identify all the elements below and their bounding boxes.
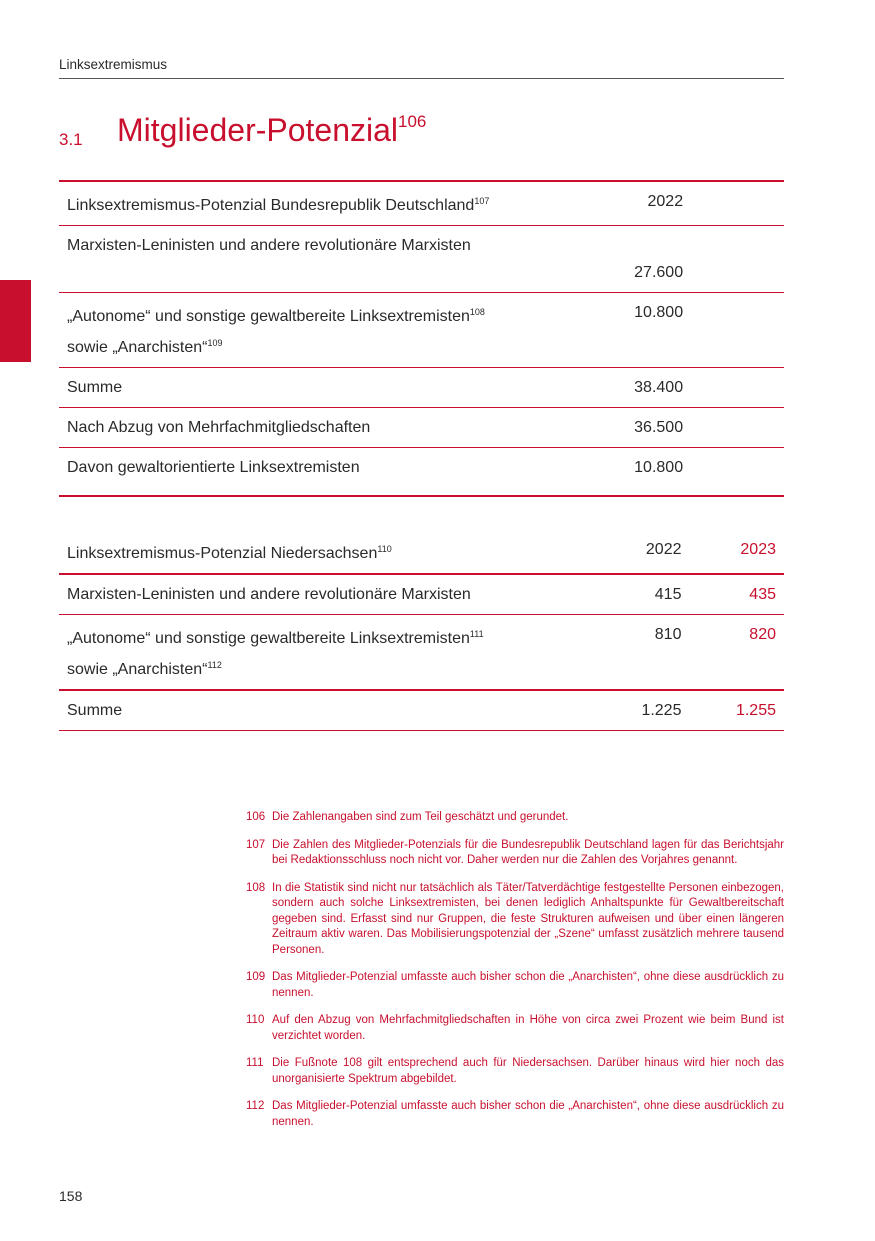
footnote-text: Die Zahlenangaben sind zum Teil geschätzt und gerundet. (272, 811, 569, 823)
footnote-ref[interactable]: 109 (207, 338, 223, 348)
chapter-side-tab (0, 280, 31, 362)
row-value-2022: 810 (654, 626, 682, 643)
table-row (59, 408, 784, 448)
row-value: 10.800 (634, 304, 684, 321)
row-value-2023: 1.255 (735, 702, 776, 719)
row-label: Marxisten-Leninisten und andere revolutionäre Marxisten (67, 237, 471, 254)
footnote (246, 970, 784, 1001)
row-value-2022: 415 (654, 586, 682, 603)
footnote-ref[interactable]: 110 (377, 544, 392, 554)
row-value-2023: 820 (749, 626, 776, 643)
row-label: Marxisten-Leninisten und andere revolutionäre Marxisten (67, 586, 471, 603)
row-value-2022: 1.225 (641, 702, 682, 719)
page-number: 158 (59, 1188, 83, 1204)
footnote (246, 1056, 784, 1087)
section-title (117, 112, 426, 149)
footnote-ref[interactable]: 106 (398, 112, 427, 131)
row-value: 10.800 (634, 459, 684, 476)
row-label: „Autonome“ und sonstige gewaltbereite Linksextremisten$^{111}$ sowie „Anarchisten“$^{112}$ (67, 629, 484, 678)
row-label: Nach Abzug von Mehrfachmitgliedschaften (67, 419, 371, 436)
header-year-2023: 2023 (740, 541, 776, 558)
footnote-number: 112 (246, 1100, 265, 1112)
row-label: Summe (67, 379, 123, 396)
footnote (246, 1013, 784, 1044)
running-header: Linksextremismus (59, 57, 784, 79)
table-header-row (59, 181, 784, 226)
footnote (246, 810, 784, 826)
row-label: Summe (67, 702, 123, 719)
footnote-text: Das Mitglieder-Potenzial umfasste auch bisher schon die „Anarchisten“, ohne diese ausdrücklich zu nennen. (272, 1100, 784, 1128)
row-value-2023: 435 (749, 586, 776, 603)
header-label: Linksextremismus-Potenzial Bundesrepublik Deutschland$^{107}$ (67, 196, 490, 214)
table-row (59, 448, 784, 497)
footnote-text: In die Statistik sind nicht nur tatsächlich als Täter/Tatverdächtige festgestellte Personen einbezogen, sondern auch solche Linksextremisten, bei denen lediglich Anhaltspunkte für Gewaltbereitschaft gegeben sind. Erfasst sind nur Gruppen, die feste Strukturen aufweisen und über einen längeren Zeitraum aktiv waren. Das Mobilisierungspotenzial der „Szene“ umfasst zusätzlich mehrere tausend Personen. (272, 881, 784, 956)
footnotes (246, 810, 784, 1142)
table-row (59, 615, 784, 691)
table-bund (59, 180, 784, 497)
section-title-text: Mitglieder-Potenzial (117, 112, 399, 148)
footnote-text: Das Mitglieder-Potenzial umfasste auch bisher schon die „Anarchisten“, ohne diese ausdrücklich zu nennen. (272, 971, 784, 999)
footnote-number: 111 (246, 1057, 264, 1069)
footnote-ref[interactable]: 107 (474, 196, 490, 206)
row-label: Davon gewaltorientierte Linksextremisten (67, 459, 360, 476)
footnote-number: 109 (246, 971, 266, 983)
table-row (59, 226, 784, 293)
header-label: Linksextremismus-Potenzial Niedersachsen$^{110}$ (67, 544, 392, 562)
footnote-ref[interactable]: 108 (469, 307, 485, 317)
row-value: 27.600 (634, 264, 684, 281)
footnote-number: 108 (246, 881, 266, 894)
table-niedersachsen (59, 530, 784, 731)
row-label: „Autonome“ und sonstige gewaltbereite Linksextremisten$^{108}$ sowie „Anarchisten“$^{109}$ (67, 307, 485, 356)
footnote-ref[interactable]: 112 (207, 660, 222, 670)
header-year: 2022 (647, 193, 684, 210)
footnote-text: Die Zahlen des Mitglieder-Potenzials für die Bundesrepublik Deutschland lagen für das Berichtsjahr bei Redaktionsschluss noch nicht vor. Daher werden nur die Zahlen des Vorjahres genannt. (272, 838, 784, 866)
footnote-text: Die Fußnote 108 gilt entsprechend auch für Niedersachsen. Darüber hinaus wird hier noch das unorganisierte Spektrum abgebildet. (272, 1057, 784, 1085)
footnote (246, 838, 784, 869)
table-header-row (59, 530, 784, 574)
footnote (246, 1099, 784, 1130)
table-row (59, 293, 784, 368)
row-value: 38.400 (634, 379, 684, 396)
footnote (246, 881, 784, 959)
section-number: 3.1 (59, 130, 83, 149)
footnote-number: 107 (246, 838, 266, 851)
header-year-empty (691, 181, 784, 226)
row-value: 36.500 (634, 419, 684, 436)
table-row (59, 368, 784, 408)
table-row (59, 690, 784, 731)
table-row (59, 574, 784, 615)
footnote-ref[interactable]: 111 (469, 629, 484, 639)
header-year-2022: 2022 (645, 541, 682, 558)
footnote-number: 106 (246, 811, 266, 823)
footnote-text: Auf den Abzug von Mehrfachmitgliedschaften in Höhe von circa zwei Prozent wie beim Bund ist verzichtet worden. (272, 1014, 784, 1042)
footnote-number: 110 (246, 1014, 265, 1026)
